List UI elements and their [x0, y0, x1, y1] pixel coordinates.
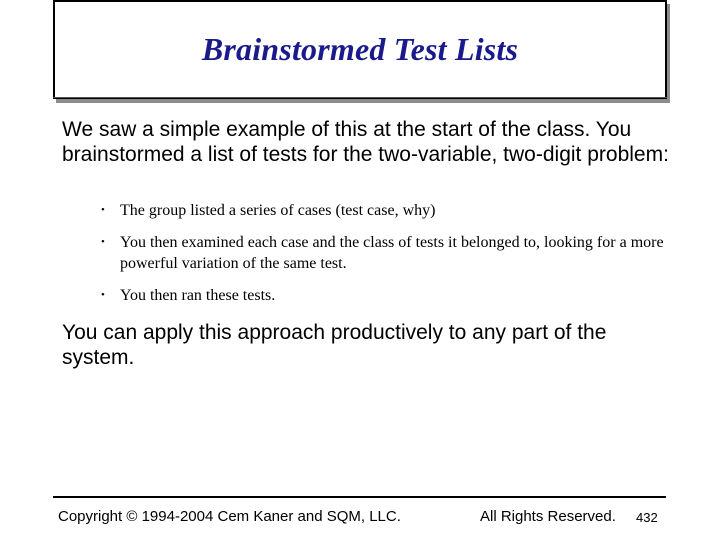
slide-title: Brainstormed Test Lists — [201, 31, 519, 67]
footer-copyright: Copyright © 1994-2004 Cem Kaner and SQM, LLC. — [58, 508, 401, 525]
bullet-item — [101, 285, 691, 306]
bullet-icon: • — [101, 236, 105, 248]
bullet-item — [101, 232, 691, 274]
footer-divider — [53, 496, 666, 498]
title-divider — [53, 97, 667, 98]
bullet-icon: • — [101, 204, 105, 216]
bullet-icon: • — [101, 289, 105, 301]
bullet-list — [101, 200, 691, 317]
bullet-text: The group listed a series of cases (test case, why) — [120, 202, 436, 219]
intro-paragraph: We saw a simple example of this at the start of the class. You brainstormed a list of tests for the two-variable, two-digit problem: — [62, 118, 669, 166]
footer-rights: All Rights Reserved. — [480, 508, 616, 525]
bullet-item — [101, 200, 691, 221]
slide-title-box — [53, 0, 667, 99]
bullet-text: You then ran these tests. — [120, 287, 276, 304]
bullet-text: You then examined each case and the class of tests it belonged to, looking for a more powerful variation of the same test. — [120, 234, 664, 272]
page-number: 432 — [636, 510, 658, 525]
conclusion-paragraph: You can apply this approach productively to any part of the system. — [62, 321, 607, 369]
